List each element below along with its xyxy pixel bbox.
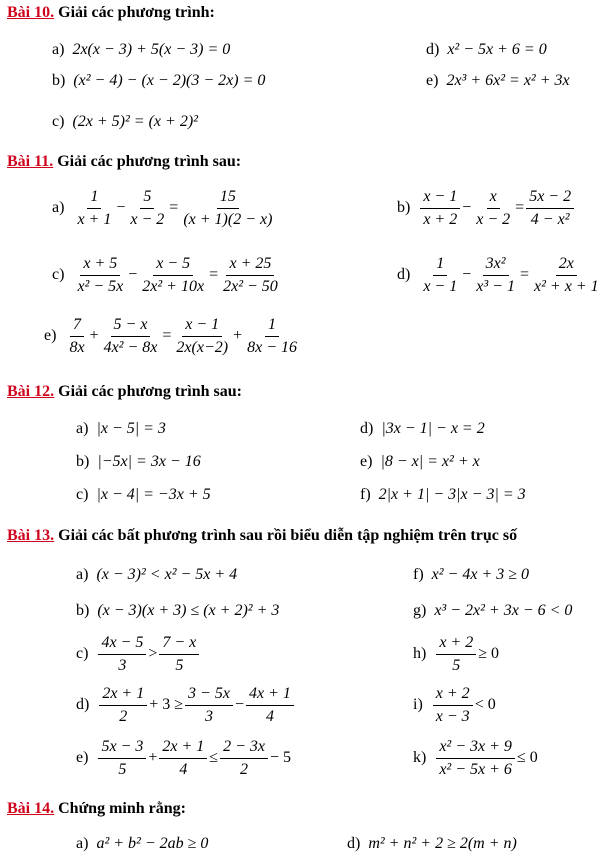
bai13-g: g) x³ − 2x² + 3x − 6 < 0 xyxy=(413,602,573,619)
bai10-d: d) x² − 5x + 6 = 0 xyxy=(426,41,547,58)
bai11-b: b) $\frac{x - 1}{x + 2}$ − $\frac{x}{x - 2}$ = $\frac{5x - 2}{\text{4 − x²}}$ xyxy=(397,188,576,228)
fraction: $\frac{x - 1}{x + 2}$ xyxy=(420,188,460,228)
bai12-number: Bài 12. xyxy=(7,383,55,400)
fraction: $\frac{x + 2}{5}$ xyxy=(436,634,476,674)
fraction: $\frac{x - 1}{2x(x-2)}$ xyxy=(176,316,229,356)
bai13-d: d) $\frac{2x + 1}{2}$ + 3 ≥ $\frac{3 - 5x}{3}$ − $\frac{4x + 1}{4}$ xyxy=(76,685,296,725)
bai10-title: Giải các phương trình: xyxy=(54,4,215,21)
bai10-b: b) (x² − 4) − (x − 2)(3 − 2x) = 0 xyxy=(52,72,266,89)
fraction: $\frac{1}{x - 1}$ xyxy=(423,255,458,295)
bai10-number: Bài 10. xyxy=(7,4,55,21)
bai14-heading xyxy=(7,800,186,818)
fraction: $\frac{15}{(x + 1)(2 - x)}$ xyxy=(183,188,273,228)
bai12-title: Giải các phương trình sau: xyxy=(54,383,242,400)
fraction: $\frac{3 - 5x}{3}$ xyxy=(185,685,233,725)
fraction: $\frac{5x - 3}{5}$ xyxy=(98,738,146,778)
bai10-a: a) 2x(x − 3) + 5(x − 3) = 0 xyxy=(52,41,231,58)
bai13-k: k) $\frac{\text{x² − 3x + 9}}{\text{x² − 5x + 6}}$ ≤ 0 xyxy=(413,738,538,778)
bai10-c: c) (2x + 5)² = (x + 2)² xyxy=(52,113,198,130)
bai13-a: a) (x − 3)² < x² − 5x + 4 xyxy=(76,566,238,583)
bai10-heading xyxy=(7,4,215,22)
fraction: $\frac{2x}{\text{x² + x + 1}}$ xyxy=(534,255,599,295)
bai10-e: e) 2x³ + 6x² = x² + 3x xyxy=(426,72,570,89)
bai13-heading xyxy=(7,527,517,545)
fraction: $\frac{5}{x - 2}$ xyxy=(130,188,165,228)
bai12-d: d) |3x − 1| − x = 2 xyxy=(360,420,485,437)
bai14-title: Chứng minh rằng: xyxy=(54,800,186,817)
fraction: $\frac{1}{8x - 16}$ xyxy=(247,316,297,356)
bai13-e: e) $\frac{5x - 3}{5}$ + $\frac{2x + 1}{4}$ ≤ $\frac{2 - 3x}{2}$ − 5 xyxy=(76,738,291,778)
bai12-e: e) |8 − x| = x² + x xyxy=(360,453,480,470)
bai12-b: b) |−5x| = 3x − 16 xyxy=(76,453,201,470)
bai11-c: c) $\frac{x + 5}{\text{x² − 5x}}$ − $\frac{x - 5}{\text{2x² + 10x}}$ = $\frac{x + 25}{\text{2x² − 50}}$ xyxy=(52,255,283,295)
bai11-d: d) $\frac{1}{x - 1}$ − $\frac{\text{3x²}}{\text{x³ − 1}}$ = $\frac{2x}{\text{x² + x + 1}}$ xyxy=(397,255,604,295)
fraction: $\frac{7 - x}{5}$ xyxy=(159,634,199,674)
bai14-number: Bài 14. xyxy=(7,800,55,817)
bai11-a: a) $\frac{1}{x + 1}$ − $\frac{5}{x - 2}$ = $\frac{15}{(x + 1)(2 - x)}$ xyxy=(52,188,277,228)
bai13-i: i) $\frac{x + 2}{x - 3}$ < 0 xyxy=(413,685,496,725)
fraction: $\frac{x + 25}{\text{2x² − 50}}$ xyxy=(223,255,278,295)
fraction: $\frac{4x - 5}{3}$ xyxy=(98,634,146,674)
fraction: $\frac{1}{x + 1}$ xyxy=(77,188,112,228)
fraction: $\frac{\text{x² − 3x + 9}}{\text{x² − 5x + 6}}$ xyxy=(436,738,515,778)
bai12-f: f) 2|x + 1| − 3|x − 3| = 3 xyxy=(360,486,526,503)
bai12-c: c) |x − 4| = −3x + 5 xyxy=(76,486,211,503)
bai11-title: Giải các phương trình sau: xyxy=(53,153,242,170)
fraction: $\frac{4x + 1}{4}$ xyxy=(246,685,294,725)
fraction: $\frac{x + 2}{x - 3}$ xyxy=(433,685,473,725)
fraction: $\frac{x - 5}{\text{2x² + 10x}}$ xyxy=(142,255,205,295)
fraction: $\frac{2 - 3x}{2}$ xyxy=(220,738,268,778)
bai13-f: f) x² − 4x + 3 ≥ 0 xyxy=(413,566,530,583)
bai11-e: e) $\frac{7}{8x}$ + $\frac{5 - x}{\text{4x² − 8x}}$ = $\frac{x - 1}{2x(x-2)}$ + $\frac{1}{8x - 16}$ xyxy=(44,316,302,356)
bai12-a: a) |x − 5| = 3 xyxy=(76,420,166,437)
fraction: $\frac{x}{x - 2}$ xyxy=(476,188,511,228)
bai11-heading xyxy=(7,153,241,171)
fraction: $\frac{7}{8x}$ xyxy=(69,316,85,356)
bai13-number: Bài 13. xyxy=(7,527,55,544)
bai11-number: Bài 11. xyxy=(7,153,54,170)
bai14-d: d) m² + n² + 2 ≥ 2(m + n) xyxy=(347,835,517,852)
bai13-c: c) $\frac{4x - 5}{3}$ > $\frac{7 - x}{5}$ xyxy=(76,634,201,674)
fraction: $\frac{x + 5}{\text{x² − 5x}}$ xyxy=(77,255,124,295)
fraction: $\frac{5 - x}{\text{4x² − 8x}}$ xyxy=(103,316,158,356)
bai14-a: a) a² + b² − 2ab ≥ 0 xyxy=(76,835,209,852)
bai13-title: Giải các bất phương trình sau rồi biểu diễn tập nghiệm trên trục số xyxy=(54,527,518,544)
bai13-h: h) $\frac{x + 2}{5}$ ≥ 0 xyxy=(413,634,500,674)
fraction: $\frac{\text{3x²}}{\text{x³ − 1}}$ xyxy=(476,255,515,295)
bai12-heading xyxy=(7,383,242,401)
fraction: $\frac{2x + 1}{4}$ xyxy=(159,738,207,778)
fraction: $\frac{5x - 2}{\text{4 − x²}}$ xyxy=(526,188,574,228)
fraction: $\frac{2x + 1}{2}$ xyxy=(99,685,147,725)
bai13-b: b) (x − 3)(x + 3) ≤ (x + 2)² + 3 xyxy=(76,602,280,619)
